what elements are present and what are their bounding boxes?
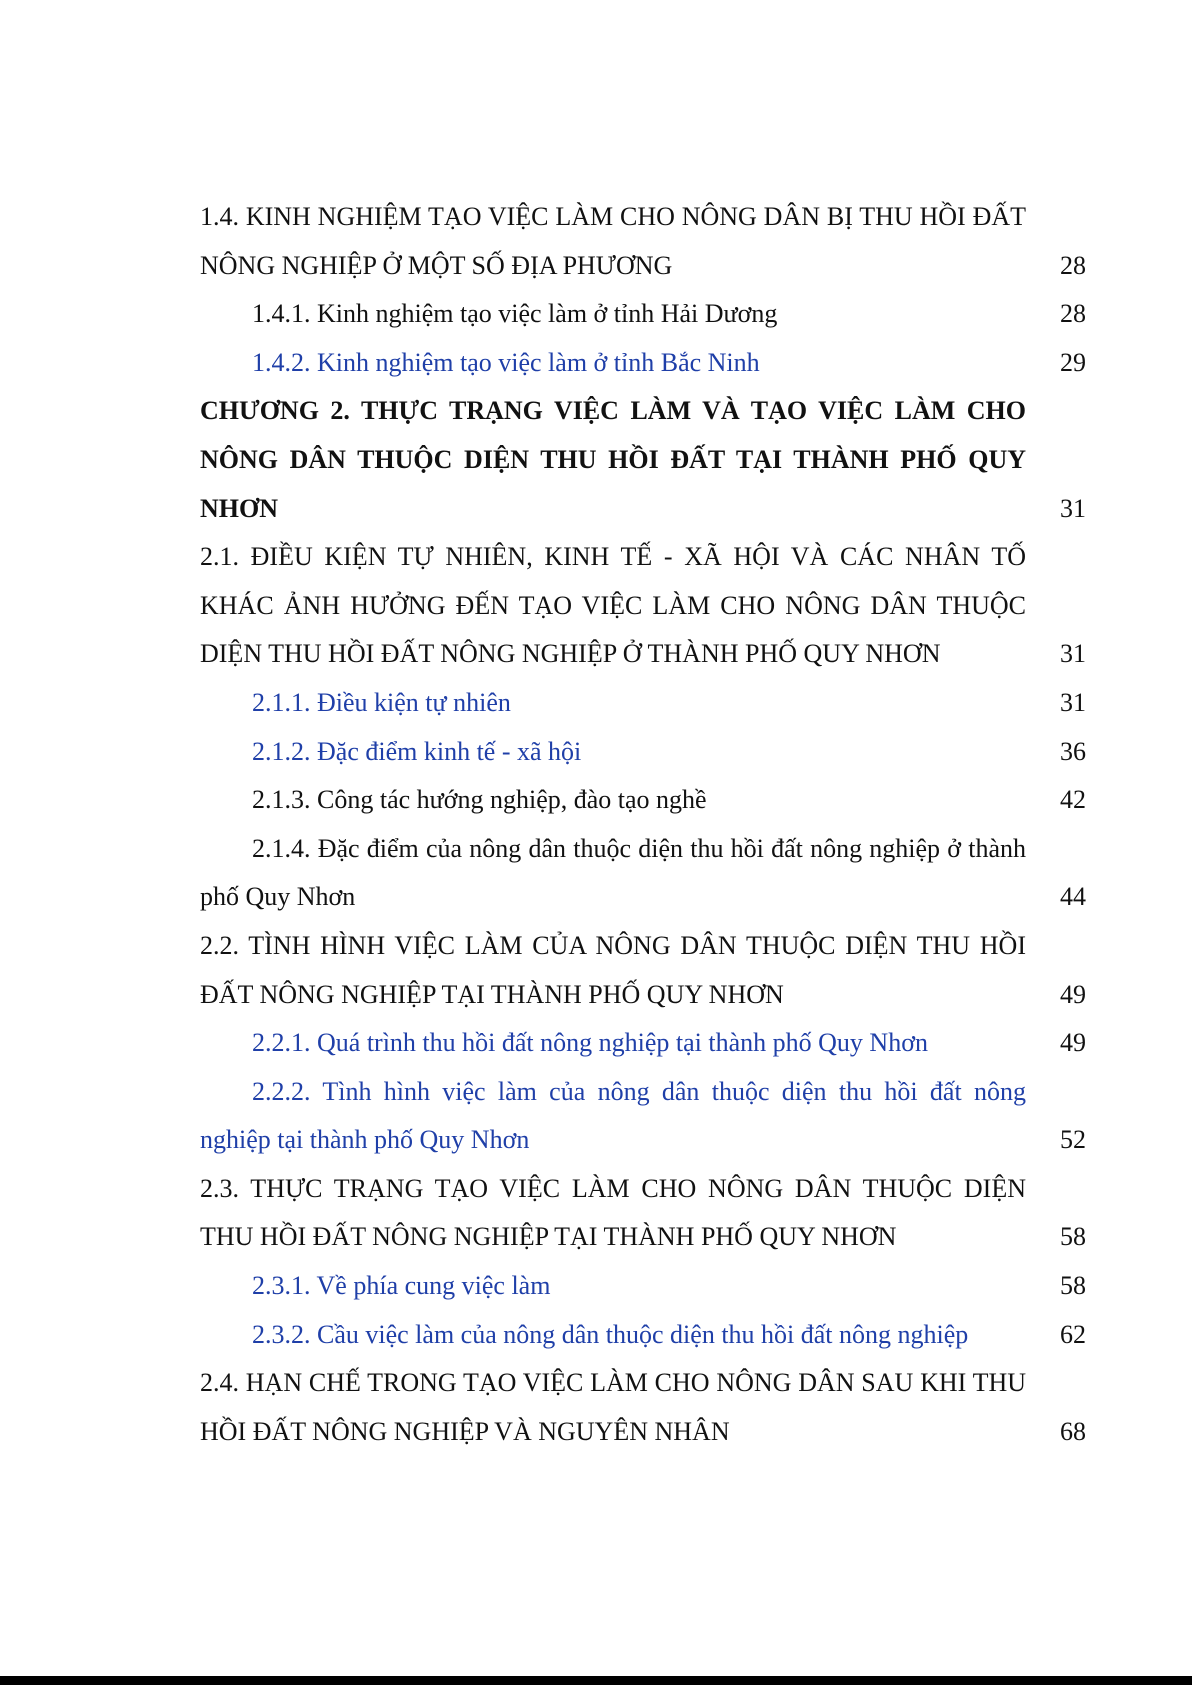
toc-entry-title: 2.1.1. Điều kiện tự nhiên bbox=[252, 687, 511, 717]
toc-entry-title: 2.1. ĐIỀU KIỆN TỰ NHIÊN, KINH TẾ - XÃ HỘI VÀ CÁC NHÂN TỐ KHÁC ẢNH HƯỞNG ĐẾN TẠO VIỆC LÀM CHO NÔNG DÂN THUỘC DIỆN THU HỒI ĐẤT NÔNG NGHIỆP Ở THÀNH PHỐ QUY NHƠN bbox=[200, 542, 1026, 669]
toc-page-number: 28 bbox=[1060, 250, 1086, 280]
toc-entry-chapter-2[interactable] bbox=[200, 387, 1086, 533]
toc-page-number: 49 bbox=[1060, 979, 1086, 1009]
toc-entry-2-2[interactable] bbox=[200, 922, 1086, 1019]
toc-entry-title: 1.4.2. Kinh nghiệm tạo việc làm ở tỉnh Bắc Ninh bbox=[252, 347, 760, 377]
toc-entry-2-1[interactable] bbox=[200, 533, 1086, 679]
toc-entry-title: 2.2.1. Quá trình thu hồi đất nông nghiệp tại thành phố Quy Nhơn bbox=[252, 1028, 928, 1058]
toc-entry-2-3[interactable] bbox=[200, 1165, 1086, 1262]
toc-page-number: 62 bbox=[1060, 1319, 1086, 1349]
toc-page-number: 49 bbox=[1060, 1028, 1086, 1058]
toc-page-number: 68 bbox=[1060, 1416, 1086, 1446]
toc-page-number: 58 bbox=[1060, 1222, 1086, 1252]
toc-page-number: 28 bbox=[1060, 299, 1086, 329]
toc-entry-title: 2.2. TÌNH HÌNH VIỆC LÀM CỦA NÔNG DÂN THUỘC DIỆN THU HỒI ĐẤT NÔNG NGHIỆP TẠI THÀNH PHỐ QUY NHƠN bbox=[200, 930, 1026, 1009]
toc-entry-1-4-1[interactable] bbox=[200, 290, 1086, 339]
toc-page-number: 29 bbox=[1060, 347, 1086, 377]
toc-entry-1-4-2[interactable] bbox=[200, 339, 1086, 388]
toc-entry-2-1-4[interactable] bbox=[200, 825, 1086, 922]
toc-entry-title: 2.4. HẠN CHẾ TRONG TẠO VIỆC LÀM CHO NÔNG DÂN SAU KHI THU HỒI ĐẤT NÔNG NGHIỆP VÀ NGUYÊN NHÂN bbox=[200, 1368, 1026, 1446]
toc-entry-title: 2.1.2. Đặc điểm kinh tế - xã hội bbox=[252, 736, 582, 766]
toc-entry-2-1-1[interactable] bbox=[200, 679, 1086, 728]
toc-entry-title: 2.3.1. Về phía cung việc làm bbox=[252, 1271, 551, 1301]
toc-entry-2-2-2[interactable] bbox=[200, 1068, 1086, 1165]
toc-entry-1-4[interactable] bbox=[200, 193, 1086, 290]
toc-entry-title: 1.4.1. Kinh nghiệm tạo việc làm ở tỉnh Hải Dương bbox=[252, 299, 778, 329]
toc-page-number: 36 bbox=[1060, 736, 1086, 766]
toc-entry-2-3-1[interactable] bbox=[200, 1262, 1086, 1311]
toc-entry-title: 2.1.4. Đặc điểm của nông dân thuộc diện thu hồi đất nông nghiệp ở thành phố Quy Nhơn bbox=[200, 833, 1026, 912]
toc-entry-title: 2.1.3. Công tác hướng nghiệp, đào tạo nghề bbox=[252, 785, 707, 815]
toc-entry-title: 2.3.2. Cầu việc làm của nông dân thuộc diện thu hồi đất nông nghiệp bbox=[252, 1319, 969, 1349]
toc-entry-title: 2.3. THỰC TRẠNG TẠO VIỆC LÀM CHO NÔNG DÂN THUỘC DIỆN THU HỒI ĐẤT NÔNG NGHIỆP TẠI THÀNH PHỐ QUY NHƠN bbox=[200, 1173, 1026, 1252]
toc-entry-title: 2.2.2. Tình hình việc làm của nông dân thuộc diện thu hồi đất nông nghiệp tại thành phố Quy Nhơn bbox=[200, 1076, 1026, 1155]
toc-page-number: 31 bbox=[1060, 687, 1086, 717]
toc-page-number: 58 bbox=[1060, 1271, 1086, 1301]
toc-entry-2-1-3[interactable] bbox=[200, 776, 1086, 825]
toc-entry-2-1-2[interactable] bbox=[200, 728, 1086, 777]
toc-entry-title: CHƯƠNG 2. THỰC TRẠNG VIỆC LÀM VÀ TẠO VIỆC LÀM CHO NÔNG DÂN THUỘC DIỆN THU HỒI ĐẤT TẠI THÀNH PHỐ QUY NHƠN bbox=[200, 396, 1026, 523]
table-of-contents bbox=[200, 193, 1086, 1456]
toc-page-number: 31 bbox=[1060, 493, 1086, 523]
page-bottom-edge bbox=[0, 1676, 1192, 1685]
toc-page-number: 42 bbox=[1060, 785, 1086, 815]
toc-page-number: 31 bbox=[1060, 639, 1086, 669]
toc-entry-2-2-1[interactable] bbox=[200, 1019, 1086, 1068]
toc-entry-2-3-2[interactable] bbox=[200, 1311, 1086, 1360]
toc-page-number: 44 bbox=[1060, 882, 1086, 912]
toc-entry-2-4[interactable] bbox=[200, 1359, 1086, 1456]
toc-page-number: 52 bbox=[1060, 1125, 1086, 1155]
toc-entry-title: 1.4. KINH NGHIỆM TẠO VIỆC LÀM CHO NÔNG DÂN BỊ THU HỒI ĐẤT NÔNG NGHIỆP Ở MỘT SỐ ĐỊA PHƯƠNG bbox=[200, 202, 1026, 280]
